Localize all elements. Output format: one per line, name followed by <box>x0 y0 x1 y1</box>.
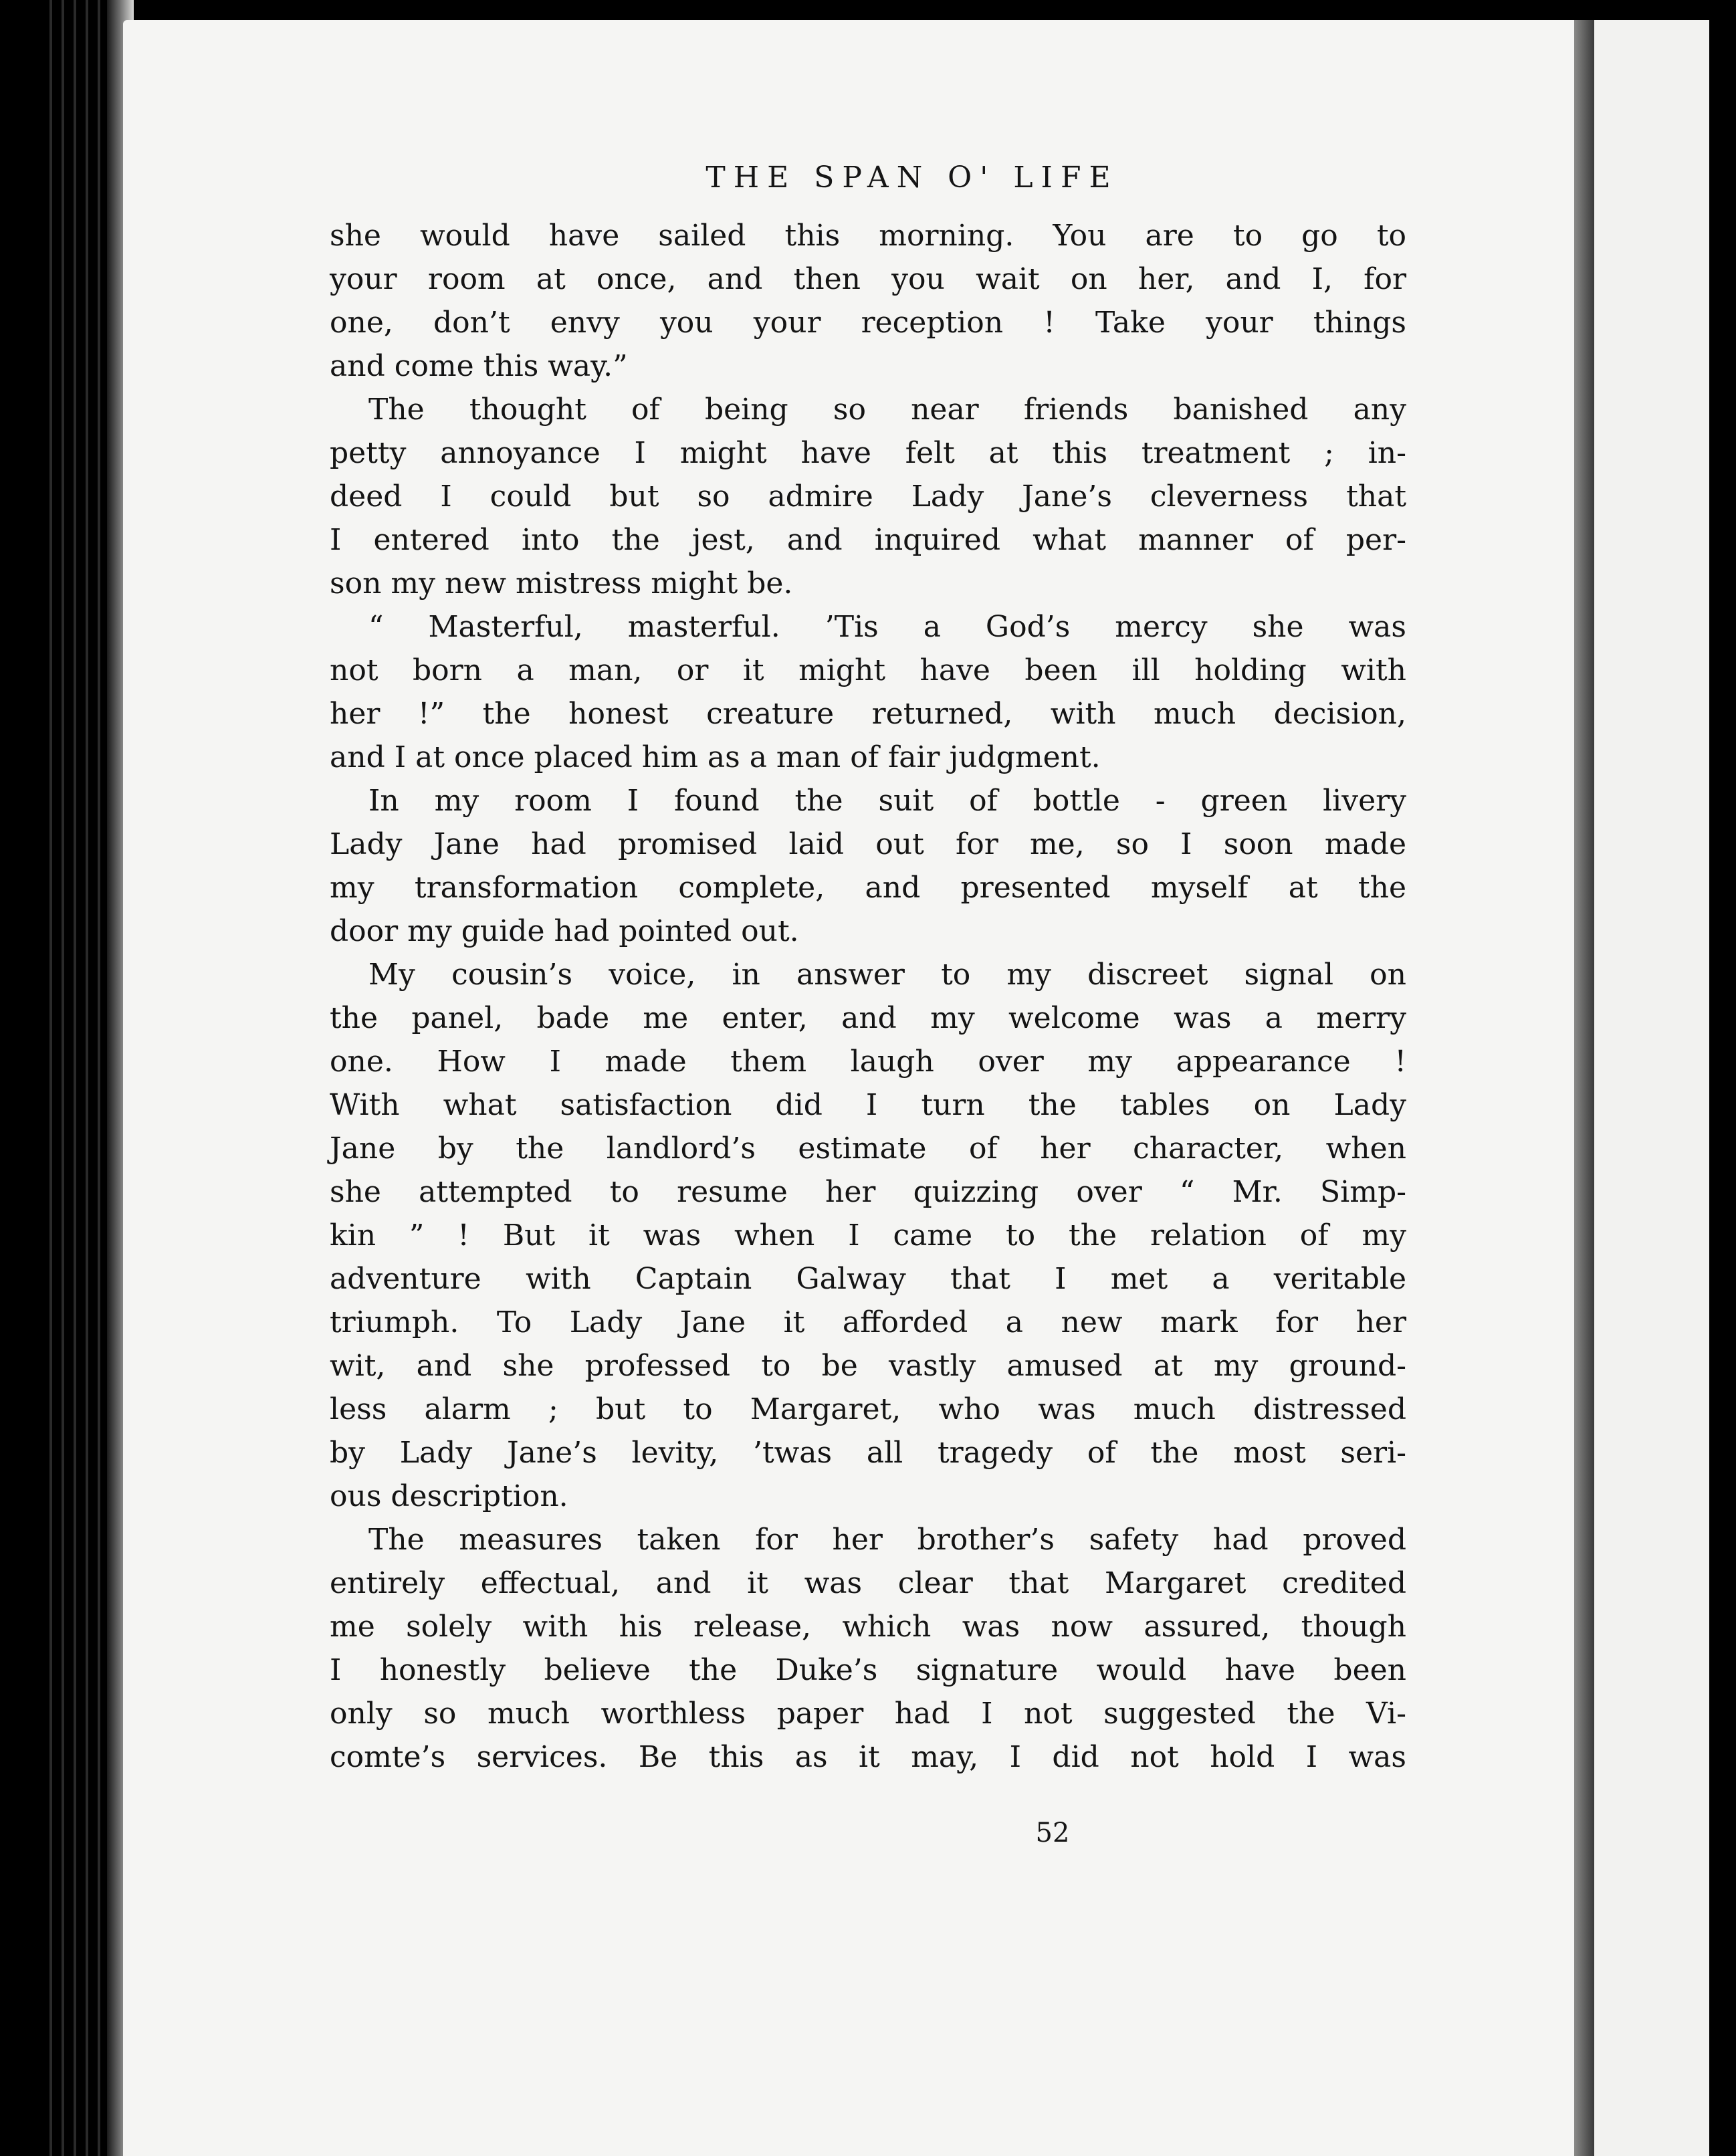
text-line: ous description. <box>330 1479 568 1513</box>
text-line: adventure with Captain Galway that I met a veritable <box>330 1262 1406 1296</box>
page-number: 52 <box>1035 1818 1070 1848</box>
scan-border <box>1709 20 1736 2156</box>
text-line: deed I could but so admire Lady Jane’s cleverness that <box>330 479 1406 514</box>
running-head: THE SPAN O' LIFE <box>706 160 1119 195</box>
spine-shadow <box>1574 20 1594 2156</box>
text-line: entirely effectual, and it was clear that Margaret credited <box>330 1566 1406 1600</box>
text-line: and I at once placed him as a man of fair judgment. <box>330 740 1101 774</box>
text-line: comte’s services. Be this as it may, I did not hold I was <box>330 1740 1406 1774</box>
text-line: her !” the honest creature returned, with much decision, <box>330 697 1406 731</box>
text-line: by Lady Jane’s levity, ’twas all tragedy of the most seri- <box>330 1436 1406 1470</box>
text-line: Jane by the landlord’s estimate of her character, when <box>330 1131 1406 1166</box>
text-line: kin ” ! But it was when I came to the relation of my <box>330 1218 1406 1253</box>
text-line: me solely with his release, which was now assured, though <box>330 1610 1406 1644</box>
text-line: My cousin’s voice, in answer to my discreet signal on <box>368 958 1406 992</box>
text-line: she attempted to resume her quizzing over “ Mr. Simp- <box>330 1175 1406 1209</box>
text-line: Lady Jane had promised laid out for me, so I soon made <box>330 827 1406 861</box>
text-line: I entered into the jest, and inquired what manner of per- <box>330 523 1406 557</box>
text-line: your room at once, and then you wait on her, and I, for <box>330 262 1406 296</box>
text-line: The thought of being so near friends banished any <box>368 393 1406 427</box>
text-line: The measures taken for her brother’s safety had proved <box>368 1523 1406 1557</box>
text-line: not born a man, or it might have been ill holding with <box>330 653 1406 687</box>
text-line: petty annoyance I might have felt at this treatment ; in- <box>330 436 1406 470</box>
text-line: one, don’t envy you your reception ! Take your things <box>330 306 1406 340</box>
text-line: one. How I made them laugh over my appearance ! <box>330 1045 1406 1079</box>
text-line: door my guide had pointed out. <box>330 914 799 948</box>
text-line: the panel, bade me enter, and my welcome was a merry <box>330 1001 1406 1035</box>
text-line: son my new mistress might be. <box>330 566 793 601</box>
body-text <box>330 214 1406 1779</box>
text-line: “ Masterful, masterful. ’Tis a God’s mercy she was <box>368 610 1406 644</box>
text-line: triumph. To Lady Jane it afforded a new mark for her <box>330 1305 1406 1339</box>
text-line: With what satisfaction did I turn the tables on Lady <box>330 1088 1406 1122</box>
page-edge-stack <box>40 0 107 2156</box>
text-line: less alarm ; but to Margaret, who was much distressed <box>330 1392 1406 1426</box>
text-line: In my room I found the suit of bottle - green livery <box>368 784 1406 818</box>
text-line: only so much worthless paper had I not suggested the Vi- <box>330 1697 1406 1731</box>
text-line: wit, and she professed to be vastly amused at my ground- <box>330 1349 1406 1383</box>
text-line: I honestly believe the Duke’s signature would have been <box>330 1653 1406 1687</box>
text-line: my transformation complete, and presented myself at the <box>330 871 1406 905</box>
text-line: and come this way.” <box>330 349 628 383</box>
text-line: she would have sailed this morning. You are to go to <box>330 219 1406 253</box>
